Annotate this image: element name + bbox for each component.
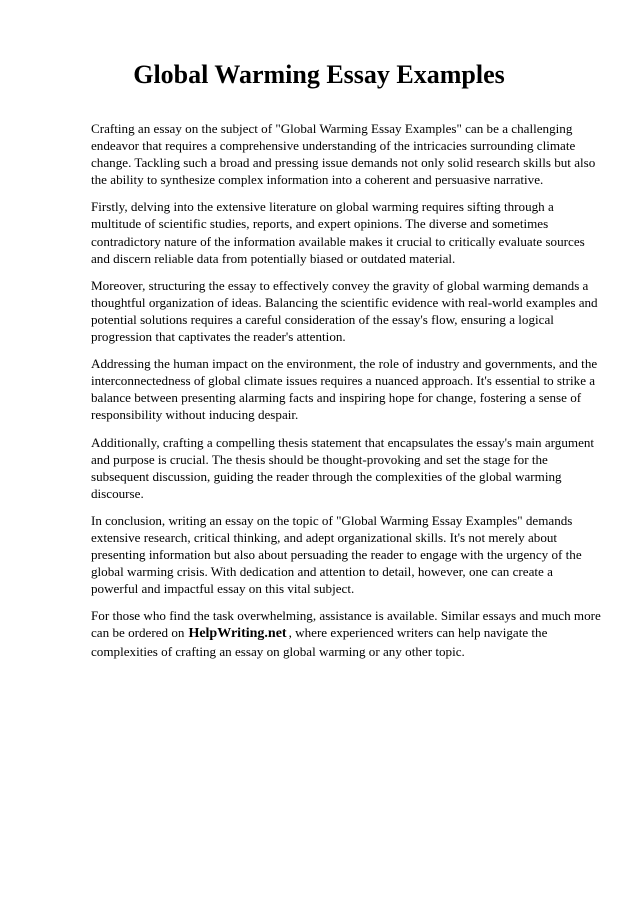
assistance-text-before: For those who find the task overwhelming, assistance is available. Similar essays and much more can be ordered on — [91, 608, 601, 641]
document-title: Global Warming Essay Examples — [133, 60, 505, 89]
paragraph-intro: Crafting an essay on the subject of "Global Warming Essay Examples" can be a challenging endeavor that requires a comprehensive understanding of the intricacies surrounding climate change. Tackling such a broad and pressing issue demands not only solid research skills but also the ability to synthesize complex information into a coherent and persuasive narrative. — [91, 121, 596, 188]
paragraph-conclusion: In conclusion, writing an essay on the topic of "Global Warming Essay Examples" demands extensive research, critical thinking, and adept organizational skills. It's not merely about presenting information but also about persuading the reader to engage with the urgency of the global warming crisis. With dedication and attention to detail, however, one can create a powerful and impactful essay on this vital subject. — [91, 512, 582, 597]
paragraph-moreover: Moreover, structuring the essay to effectively convey the gravity of global warming demands a thoughtful organization of ideas. Balancing the scientific evidence with real-world examples and potential solutions requires a careful consideration of the essay's flow, ensuring a logical progression that captivates the reader's attention. — [91, 277, 598, 345]
paragraph-assistance — [91, 607, 603, 659]
helpwriting-link[interactable]: HelpWriting.net — [188, 626, 287, 642]
assistance-text-after: , where experienced writers can help navigate the complexities of crafting an essay on global warming or any other topic. — [91, 625, 548, 659]
paragraph-additionally: Additionally, crafting a compelling thesis statement that encapsulates the essay's main argument and purpose is crucial. The thesis should be thought-provoking and set the stage for the subsequent discussion, guiding the reader through the complexities of the global warming discourse. — [91, 434, 595, 501]
document-body — [91, 120, 603, 670]
paragraph-firstly: Firstly, delving into the extensive literature on global warming requires sifting through a multitude of scientific studies, reports, and expert opinions. The diverse and sometimes contradictory nature of the information available makes it crucial to critically evaluate sources and discern reliable data from potentially biased or outdated material. — [91, 199, 585, 266]
paragraph-human-impact: Addressing the human impact on the environment, the role of industry and governments, and the interconnectedness of global climate issues requires a nuanced approach. It's essential to strike a balance between presenting alarming facts and inspiring hope for change, fostering a sense of responsibility without inducing despair. — [91, 356, 598, 423]
